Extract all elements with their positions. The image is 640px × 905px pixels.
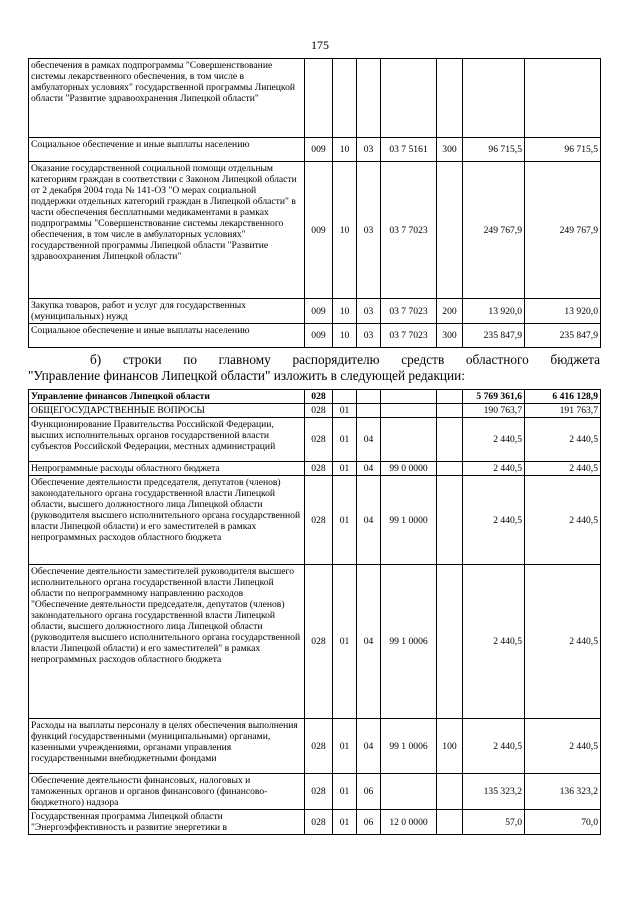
- grbs-cell: 009: [305, 324, 333, 348]
- target-article-cell: 99 1 0006: [381, 565, 437, 719]
- expense-type-cell: [437, 462, 463, 476]
- amount-year2-cell: [525, 59, 601, 138]
- row-name-cell: Обеспечение деятельности заместителей руководителя высшего исполнительного органа государственной власти Липецкой области по непрограммному направлению расходов "Обеспечение деятельности председателя, депутатов (членов) законодательного органа государственной власти Липецкой области, высшего должностного лица Липецкой области (руководителя высшего исполнительного органа государственной власти Липецкой области) и его заместителей" в рамках непрограммных расходов областного бюджета: [29, 565, 305, 719]
- amount-year2-cell: 2 440,5: [525, 418, 601, 462]
- amount-year1-cell: [463, 59, 525, 138]
- table-row: [29, 565, 601, 719]
- row-name-cell: Социальное обеспечение и иные выплаты населению: [29, 138, 305, 162]
- grbs-cell: 009: [305, 162, 333, 299]
- table-row: [29, 390, 601, 404]
- grbs-cell: 028: [305, 810, 333, 835]
- budget-table-1: [28, 58, 601, 348]
- section-cell: 01: [333, 462, 357, 476]
- subsection-cell: 04: [357, 476, 381, 565]
- subsection-cell: 06: [357, 810, 381, 835]
- amount-year2-cell: 2 440,5: [525, 476, 601, 565]
- row-name-cell: Обеспечение деятельности финансовых, налоговых и таможенных органов и органов финансового (финансово-бюджетного) надзора: [29, 774, 305, 810]
- section-cell: 10: [333, 138, 357, 162]
- table-row: [29, 324, 601, 348]
- target-article-cell: 03 7 7023: [381, 162, 437, 299]
- expense-type-cell: [437, 418, 463, 462]
- amount-year1-cell: 2 440,5: [463, 462, 525, 476]
- grbs-cell: 028: [305, 418, 333, 462]
- expense-type-cell: 100: [437, 719, 463, 774]
- grbs-cell: [305, 59, 333, 138]
- subsection-cell: 04: [357, 565, 381, 719]
- row-name-cell: Социальное обеспечение и иные выплаты населению: [29, 324, 305, 348]
- row-name-cell: Обеспечение деятельности председателя, депутатов (членов) законодательного органа государственной власти Липецкой области, высшего должностного лица Липецкой области (руководителя высшего исполнительного органа государственной власти Липецкой области) и его заместителей в рамках непрограммных расходов областного бюджета: [29, 476, 305, 565]
- expense-type-cell: [437, 390, 463, 404]
- row-name-cell: ОБЩЕГОСУДАРСТВЕННЫЕ ВОПРОСЫ: [29, 404, 305, 418]
- subsection-cell: [357, 59, 381, 138]
- section-cell: 10: [333, 162, 357, 299]
- table-row: [29, 162, 601, 299]
- amount-year2-cell: 136 323,2: [525, 774, 601, 810]
- target-article-cell: 99 1 0000: [381, 476, 437, 565]
- amount-year1-cell: 5 769 361,6: [463, 390, 525, 404]
- row-name-cell: Оказание государственной социальной помощи отдельным категориям граждан в соответствии с Законом Липецкой области от 2 декабря 2004 года № 141-ОЗ "О мерах социальной поддержки отдельных категорий граждан в Липецкой области" в части обеспечения бесплатными медикаментами в рамках подпрограммы "Совершенствование системы лекарственного обеспечения, в том числе в амбулаторных условиях" государственной программы Липецкой области "Развитие здравоохранения Липецкой области": [29, 162, 305, 299]
- amount-year2-cell: 13 920,0: [525, 299, 601, 324]
- subsection-cell: [357, 390, 381, 404]
- table-row: [29, 462, 601, 476]
- table-row: [29, 418, 601, 462]
- expense-type-cell: [437, 404, 463, 418]
- amount-year1-cell: 2 440,5: [463, 418, 525, 462]
- section-cell: 01: [333, 565, 357, 719]
- amount-year1-cell: 57,0: [463, 810, 525, 835]
- target-article-cell: [381, 404, 437, 418]
- amount-year1-cell: 2 440,5: [463, 565, 525, 719]
- section-cell: [333, 390, 357, 404]
- expense-type-cell: 300: [437, 138, 463, 162]
- section-cell: 10: [333, 299, 357, 324]
- instruction-paragraph-line-1: б) строки по главному распорядителю средств областного бюджета: [90, 352, 600, 367]
- expense-type-cell: 200: [437, 299, 463, 324]
- section-cell: 01: [333, 418, 357, 462]
- section-cell: 01: [333, 774, 357, 810]
- grbs-cell: 028: [305, 476, 333, 565]
- amount-year2-cell: 70,0: [525, 810, 601, 835]
- expense-type-cell: [437, 774, 463, 810]
- table-row: [29, 59, 601, 138]
- page-number: 175: [311, 38, 329, 52]
- target-article-cell: [381, 59, 437, 138]
- subsection-cell: 03: [357, 162, 381, 299]
- amount-year1-cell: 2 440,5: [463, 719, 525, 774]
- table-row: [29, 404, 601, 418]
- grbs-cell: 009: [305, 138, 333, 162]
- grbs-cell: 028: [305, 565, 333, 719]
- target-article-cell: [381, 774, 437, 810]
- grbs-cell: 028: [305, 404, 333, 418]
- target-article-cell: [381, 418, 437, 462]
- expense-type-cell: [437, 476, 463, 565]
- target-article-cell: 99 1 0006: [381, 719, 437, 774]
- table-row: [29, 299, 601, 324]
- grbs-cell: 028: [305, 462, 333, 476]
- row-name-cell: Закупка товаров, работ и услуг для государственных (муниципальных) нужд: [29, 299, 305, 324]
- table-row: [29, 138, 601, 162]
- amount-year1-cell: 235 847,9: [463, 324, 525, 348]
- amount-year1-cell: 96 715,5: [463, 138, 525, 162]
- expense-type-cell: [437, 565, 463, 719]
- expense-type-cell: [437, 162, 463, 299]
- subsection-cell: 04: [357, 462, 381, 476]
- row-name-cell: обеспечения в рамках подпрограммы "Совершенствование системы лекарственного обеспечения, в том числе в амбулаторных условиях" государственной программы Липецкой области "Развитие здравоохранения Липецкой области": [29, 59, 305, 138]
- subsection-cell: 04: [357, 719, 381, 774]
- expense-type-cell: 300: [437, 324, 463, 348]
- section-cell: 01: [333, 404, 357, 418]
- amount-year1-cell: 13 920,0: [463, 299, 525, 324]
- row-name-cell: Управление финансов Липецкой области: [29, 390, 305, 404]
- table-row: [29, 810, 601, 835]
- amount-year2-cell: 2 440,5: [525, 565, 601, 719]
- row-name-cell: Расходы на выплаты персоналу в целях обеспечения выполнения функций государственными (муниципальными) органами, казенными учреждениями, органами управления государственными внебюджетными фондами: [29, 719, 305, 774]
- subsection-cell: [357, 404, 381, 418]
- subsection-cell: 03: [357, 299, 381, 324]
- budget-table-2: [28, 389, 601, 835]
- row-name-cell: Непрограммные расходы областного бюджета: [29, 462, 305, 476]
- amount-year1-cell: 135 323,2: [463, 774, 525, 810]
- grbs-cell: 009: [305, 299, 333, 324]
- amount-year2-cell: 96 715,5: [525, 138, 601, 162]
- section-cell: 10: [333, 324, 357, 348]
- amount-year2-cell: 2 440,5: [525, 719, 601, 774]
- grbs-cell: 028: [305, 390, 333, 404]
- amount-year1-cell: 249 767,9: [463, 162, 525, 299]
- amount-year1-cell: 2 440,5: [463, 476, 525, 565]
- subsection-cell: 06: [357, 774, 381, 810]
- target-article-cell: 03 7 7023: [381, 324, 437, 348]
- section-cell: 01: [333, 476, 357, 565]
- amount-year2-cell: 235 847,9: [525, 324, 601, 348]
- amount-year1-cell: 190 763,7: [463, 404, 525, 418]
- target-article-cell: 03 7 7023: [381, 299, 437, 324]
- section-cell: [333, 59, 357, 138]
- amount-year2-cell: 191 763,7: [525, 404, 601, 418]
- instruction-paragraph-line-2: "Управление финансов Липецкой области" изложить в следующей редакции:: [28, 368, 465, 383]
- grbs-cell: 028: [305, 774, 333, 810]
- section-cell: 01: [333, 719, 357, 774]
- table-row: [29, 476, 601, 565]
- section-cell: 01: [333, 810, 357, 835]
- amount-year2-cell: 6 416 128,9: [525, 390, 601, 404]
- amount-year2-cell: 2 440,5: [525, 462, 601, 476]
- expense-type-cell: [437, 59, 463, 138]
- row-name-cell: Функционирование Правительства Российской Федерации, высших исполнительных органов государственной власти субъектов Российской Федерации, местных администраций: [29, 418, 305, 462]
- table-row: [29, 719, 601, 774]
- subsection-cell: 03: [357, 324, 381, 348]
- target-article-cell: 99 0 0000: [381, 462, 437, 476]
- target-article-cell: 12 0 0000: [381, 810, 437, 835]
- subsection-cell: 04: [357, 418, 381, 462]
- expense-type-cell: [437, 810, 463, 835]
- table-row: [29, 774, 601, 810]
- amount-year2-cell: 249 767,9: [525, 162, 601, 299]
- grbs-cell: 028: [305, 719, 333, 774]
- target-article-cell: [381, 390, 437, 404]
- target-article-cell: 03 7 5161: [381, 138, 437, 162]
- subsection-cell: 03: [357, 138, 381, 162]
- row-name-cell: Государственная программа Липецкой области "Энергоэффективность и развитие энергетики в: [29, 810, 305, 835]
